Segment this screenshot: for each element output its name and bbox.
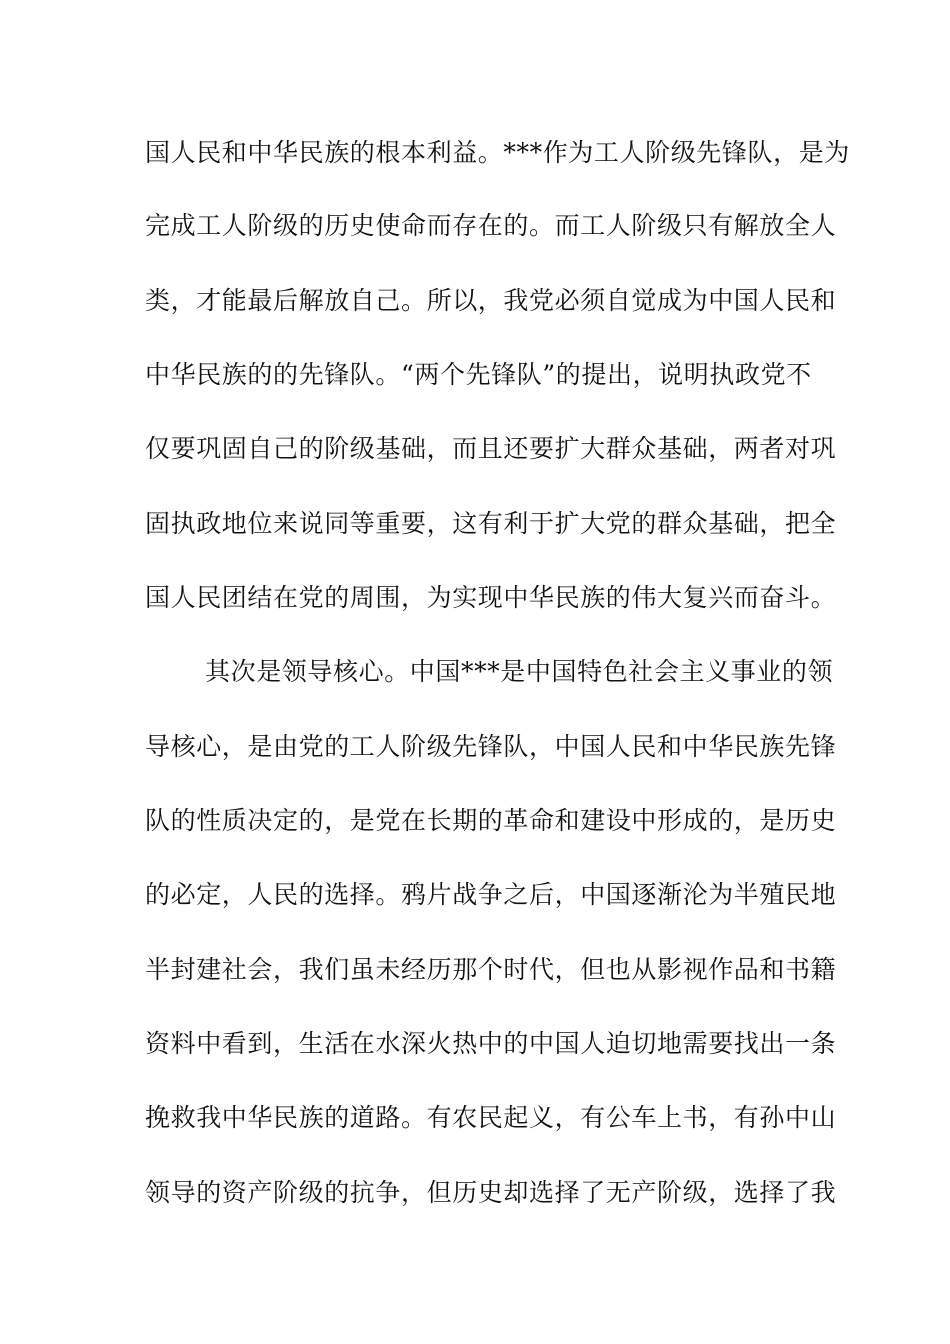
paragraph-line: 完成工人阶级的历史使命而存在的。而工人阶级只有解放全人: [145, 211, 837, 240]
paragraph-line: 仅要巩固自己的阶级基础，而且还要扩大群众基础，两者对巩: [145, 434, 837, 463]
paragraph-line: 国人民团结在党的周围，为实现中华民族的伟大复兴而奋斗。: [145, 583, 837, 612]
paragraph-line: 的必定，人民的选择。鸦片战争之后，中国逐渐沦为半殖民地: [145, 880, 837, 909]
paragraph-line: 队的性质决定的，是党在长期的革命和建设中形成的，是历史: [145, 806, 837, 835]
paragraph-line: 挽救我中华民族的道路。有农民起义，有公车上书，有孙中山: [145, 1103, 837, 1132]
paragraph-line: 资料中看到，生活在水深火热中的中国人迫切地需要找出一条: [145, 1029, 837, 1058]
paragraph-line: 国人民和中华民族的根本利益。***作为工人阶级先锋队，是为: [145, 138, 850, 167]
paragraph-line: 类，才能最后解放自己。所以，我党必须自觉成为中国人民和: [145, 286, 837, 315]
paragraph-line: 固执政地位来说同等重要，这有利于扩大党的群众基础，把全: [145, 509, 837, 538]
paragraph-line: 中华民族的的先锋队。“两个先锋队”的提出，说明执政党不: [145, 360, 812, 389]
paragraph-first-line: 其次是领导核心。中国***是中国特色社会主义事业的领: [205, 657, 834, 686]
paragraph-line: 领导的资产阶级的抗争，但历史却选择了无产阶级，选择了我: [145, 1178, 837, 1207]
paragraph-line: 半封建社会，我们虽未经历那个时代，但也从影视作品和书籍: [145, 955, 837, 984]
paragraph-line: 导核心，是由党的工人阶级先锋队，中国人民和中华民族先锋: [145, 732, 837, 761]
